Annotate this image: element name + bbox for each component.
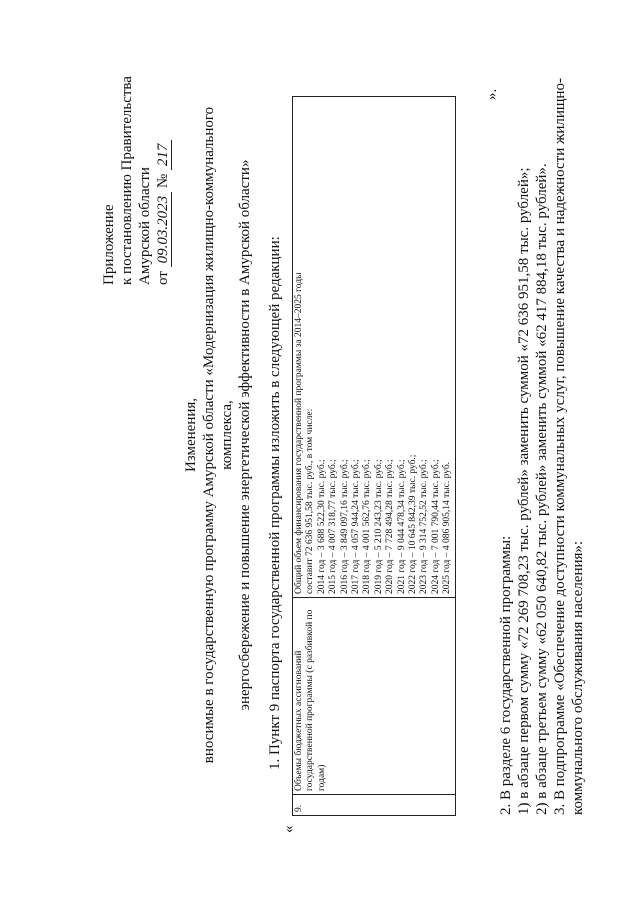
- value-line: Общий объем финансирования государственной программы за 2014–2025 годы: [294, 272, 304, 594]
- appendix-heading: Приложение: [101, 204, 117, 285]
- value-line: 2015 год – 4 007 318,77 тыс. руб.;: [328, 459, 339, 594]
- value-line: 2017 год – 4 057 944,24 тыс. руб.;: [351, 459, 362, 594]
- item-3-continuation: коммунального обслуживания населения»:: [570, 540, 586, 815]
- appendix-region-line: Амурской области: [137, 167, 153, 285]
- value-line: 2023 год – 9 314 752,52 тыс. руб.;: [419, 459, 430, 594]
- table-row: [293, 97, 456, 816]
- value-line: 2014 год – 3 688 522,30 тыс. руб.;: [316, 459, 327, 594]
- value-line: 2021 год – 9 044 478,34 тыс. руб.;: [396, 459, 407, 594]
- decree-number: 217: [155, 140, 172, 171]
- value-line: 2024 год – 7 001 790,44 тыс. руб.;: [430, 459, 441, 594]
- value-line: 2025 год – 4 086 905,14 тыс. руб.: [442, 461, 453, 594]
- value-line: 2018 год – 4 001 562,76 тыс. руб.;: [362, 459, 373, 594]
- value-line: 2019 год – 5 210 243,23 тыс. руб.;: [373, 459, 384, 594]
- item-2-sub-2: 2) в абзаце третьем сумму «62 050 640,82 тыс. рублей» заменить суммой «62 417 884,18 тыс. рублей».: [534, 163, 550, 815]
- value-line: 2016 год – 3 849 097,16 тыс. руб.;: [339, 459, 350, 594]
- item-1-text: 1. Пункт 9 паспорта государственной программы изложить в следующей редакции:: [267, 236, 283, 770]
- number-label: №: [155, 173, 171, 189]
- title-line-3: энергосбережение и повышение энергетической эффективности в Амурской области»: [237, 159, 253, 711]
- appendix-date-line: [154, 76, 172, 285]
- row-value: [293, 97, 456, 598]
- document-title: [182, 85, 254, 785]
- row-label: Объемы бюджетных ассигнований государственной программы (с разбивкой по годам): [293, 598, 456, 795]
- title-line-2: вносимые в государственную программу Амурской области «Модернизация жилищно-коммунального комплекса,: [201, 106, 235, 764]
- value-line: 2022 год – 10 645 842,39 тыс. руб.;: [408, 454, 419, 594]
- title-line-1: Изменения,: [183, 397, 199, 473]
- section-6-changes: [497, 78, 587, 815]
- quote-close-mark: ».: [484, 88, 500, 100]
- row-number: 9.: [293, 795, 456, 816]
- from-label: от: [155, 271, 171, 285]
- item-3-heading: 3. В подпрограмме «Обеспечение доступности коммунальных услуг, повышение качества и надежности жилищно-: [552, 78, 568, 815]
- passport-table: [292, 96, 456, 816]
- decree-date: 09.03.2023: [155, 192, 172, 268]
- appendix-decree-line: к постановлению Правительства: [119, 76, 135, 285]
- appendix-block: [100, 76, 172, 285]
- item-2-heading: 2. В разделе 6 государственной программы:: [498, 535, 514, 815]
- quote-open-mark: «: [281, 825, 297, 833]
- value-line: составит 72 636 951,58 тыс. руб., в том числе:: [305, 408, 316, 594]
- value-line: 2020 год – 7 728 494,28 тыс. руб.;: [385, 459, 396, 594]
- item-2-sub-1: 1) в абзаце первом сумму «72 269 708,23 тыс. рублей» заменить суммой «72 636 951,58 тыс. рублей»;: [516, 167, 532, 815]
